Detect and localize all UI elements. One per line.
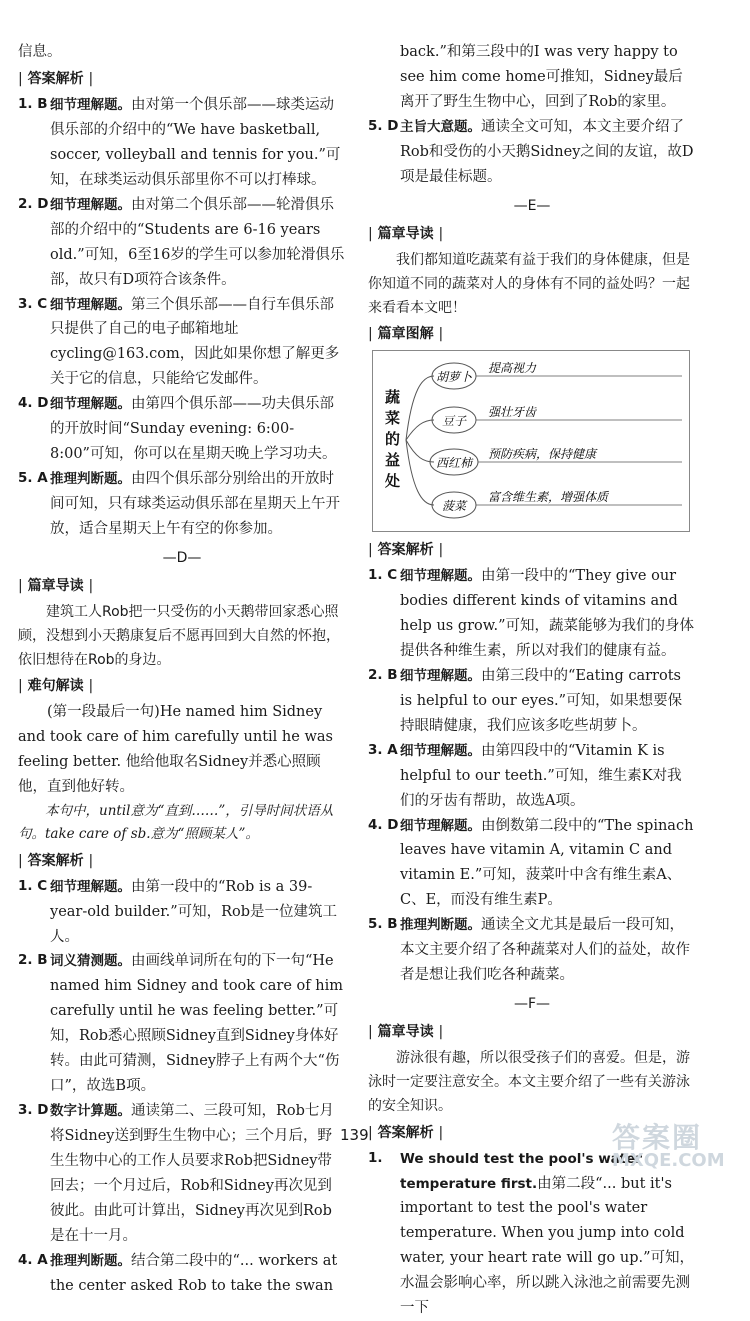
difficult-sentence: (第一段最后一句)He named him Sidney and took care of him carefully until he was feeling better. 他给他取名Sidney并悉心照顾他，直到他好转。 [18,704,333,796]
svg-text:的: 的 [385,430,401,449]
answer-item: 5. D 主旨大意题。通读全文可知，本文主要介绍了Rob和受伤的小天鹅Sidney之间的友谊，故D项是最佳标题。 [368,117,694,185]
page-number: 139 [340,1126,369,1144]
answer-item: 4. D 细节理解题。由倒数第二段中的“The spinach leaves have vitamin A, vitamin C and vitamin E.”可知，菠菜叶中含有维生素A、C、E，而没有维生素P。 [368,816,694,909]
svg-text:益: 益 [385,451,401,470]
answer-item: 2. B 词义猜测题。由画线单词所在句的下一句“He named him Sidney and took care of him carefully until he was feeling better.”可知，Rob悉心照顾Sidney直到Sidney身体好转。由此可猜测，Sidney脖子上有两个大“伤口”，故选B项。 [18,952,343,1095]
mind-map-title [384,388,400,490]
difficult-note: 本句中，until意为“直到……”，引导时间状语从句。take care of sb.意为“照顾某人”。 [18,803,334,843]
svg-text:强壮牙齿: 强壮牙齿 [488,405,537,420]
answer-item: 2. B 细节理解题。由第三段中的“Eating carrots is helpful to our eyes.”可知，如果想要保持眼睛健康，我们应该多吃些胡萝卜。 [368,666,683,734]
svg-text:提高视力: 提高视力 [488,361,537,376]
svg-text:富含维生素，增强体质: 富含维生素，增强体质 [488,490,609,505]
answer-item: 4. A 推理判断题。结合第二段中的“... workers at the center asked Rob to take the swan [18,1251,338,1294]
answer-item: 3. D 数字计算题。通读第二、三段可知，Rob七月将Sidney送到野生生物中心；三个月后，野生生物中心的工作人员要求Rob把Sidney带回去；一个月过后，Rob和Sidney再次见到彼此。由此可计算出，Sidney再次见到Rob是在十一月。 [18,1102,334,1244]
answer-item: 3. A 细节理解题。由第四段中的“Vitamin K is helpful to our teeth.”可知，维生素K对我们的牙齿有帮助，故选A项。 [368,741,682,809]
guide-text: 我们都知道吃蔬菜有益于我们的身体健康，但是你知道不同的蔬菜对人的身体有不同的益处吗？一起来看看本文吧！ [368,251,690,316]
answer-item: 5. B 推理判断题。通读全文尤其是最后一段可知，本文主要介绍了各种蔬菜对人们的益处，故作者是想让我们吃各种蔬菜。 [368,916,690,984]
section-header-guide: | 篇章导读 | [368,225,444,242]
svg-text:菠菜: 菠菜 [441,499,467,514]
svg-text:西红柿: 西红柿 [435,456,473,471]
answer-item: 3. C 细节理解题。第三个俱乐部——自行车俱乐部只提供了自己的电子邮箱地址cycling@163.com，因此如果你想了解更多关于它的信息，只能给它发邮件。 [18,295,340,388]
branch-tomato [430,447,682,475]
section-header-answers: | 答案解析 | [18,852,94,869]
mind-map-svg [372,350,690,532]
section-header-diagram: | 篇章图解 | [368,326,444,343]
top-line: 信息。 [18,44,62,60]
mind-map-diagram [372,350,690,532]
answer-item: 5. A 推理判断题。由四个俱乐部分别给出的开放时间可知，只有球类运动俱乐部在星期天上午开放，适合星期天上午有空的你参加。 [18,470,340,537]
svg-text:菜: 菜 [385,409,401,428]
answer-continued: back.”和第三段中的I was very happy to see him come home可推知，Sidney最后离开了野生生物中心，回到了Rob的家里。 [400,44,683,110]
svg-text:豆子: 豆子 [441,414,467,429]
section-header-guide: | 篇章导读 | [18,577,94,594]
svg-text:预防疾病，保持健康: 预防疾病，保持健康 [488,447,597,462]
answer-item: 4. D 细节理解题。由第四个俱乐部——功夫俱乐部的开放时间“Sunday evening: 6:00-8:00”可知，你可以在星期天晚上学习功夫。 [18,395,337,463]
section-header-guide: | 篇章导读 | [368,1024,444,1041]
guide-text: 建筑工人Rob把一只受伤的小天鹅带回家悉心照顾，没想到小天鹅康复后不愿再回到大自然的怀抱，依旧想待在Rob的身边。 [18,604,340,669]
branch-beans [432,405,682,433]
svg-text:处: 处 [385,472,401,491]
section-divider-e: —E— [513,197,551,214]
answer-item: 1. B 细节理解题。由对第一个俱乐部——球类运动俱乐部的介绍中的“We have basketball, soccer, volleyball and tennis for you.”可知，在球类运动俱乐部里你不可以打棒球。 [18,96,341,188]
svg-text:蔬: 蔬 [385,388,401,407]
section-header-difficult: | 难句解读 | [18,678,94,695]
answer-item: 2. D 细节理解题。由对第二个俱乐部——轮滑俱乐部的介绍中的“Students are 6-16 years old.”可知，6至16岁的学生可以参加轮滑俱乐部，故只有D项符合该条件。 [18,195,345,288]
left-column [18,40,346,1299]
answer-item: 1. C 细节理解题。由第一段中的“They give our bodies different kinds of vitamins and help us grow.”可知，蔬菜能够为我们的身体提供各种维生素，所以对我们的健康有益。 [368,567,694,659]
svg-text:胡萝卜: 胡萝卜 [435,370,473,385]
section-header-answers: | 答案解析 | [368,542,444,559]
watermark-logo: 答案圈 MXQE.COM [612,1121,725,1171]
answer-item: 1. We should test the pool's water temperature first.由第二段“... but it's important to test the pool's water temperature. When you jump into cold water, your heart rate will go up.”可知，水温会影响心率，所以跳入泳池之前需要先测一下 [368,1149,695,1317]
branch-carrot [432,361,682,389]
answer-item: 1. C 细节理解题。由第一段中的“Rob is a 39-year-old builder.”可知，Rob是一位建筑工人。 [18,877,338,945]
section-divider-f: —F— [513,996,551,1013]
section-header-answers: | 答案解析 | [18,70,94,87]
branch-spinach [432,490,682,518]
section-divider-d: —D— [162,549,202,566]
guide-text: 游泳很有趣，所以很受孩子们的喜爱。但是，游泳时一定要注意安全。本文主要介绍了一些有关游泳的安全知识。 [368,1050,690,1115]
section-header-answers: | 答案解析 | [368,1124,444,1141]
